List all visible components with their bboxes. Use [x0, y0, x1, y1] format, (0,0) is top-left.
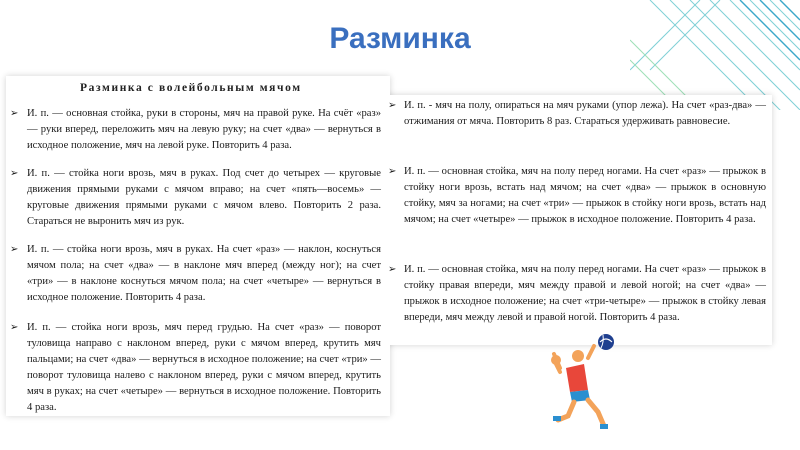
exercise-item: И. п. — основная стойка, руки в стороны, мяч на правой руке. На счёт «раз» — руки вперед, переложить мяч на левую руку; на счет «два» — вернуться в исходное положение, мяч на левой руке. Повторить 4 раза.: [27, 108, 381, 151]
slide-title: Разминка: [329, 22, 471, 55]
bullet-icon: ➢: [388, 264, 397, 275]
exercise-item: И. п. — основная стойка, мяч на полу перед ногами. На счет «раз» — прыжок в стойку правая впереди, мяч между правой и левой ногой; на счет «два» — прыжок в исходное положение; на счет «три-четыре» — прыжок в стойку левая впереди, мяч между левой и правой ногой. Повторить 4 раза.: [404, 264, 766, 323]
volleyball-player-icon: [548, 330, 628, 430]
exercise-item: И. п. — стойка ноги врозь, мяч в руках. Под счет до четырех — круговые движения прямыми руками с мячом вправо; на счет «пять—восемь» — круговые движения прямыми руками с мячом влево. Повторить 2 раза. Стараться не выронить мяч из рук.: [27, 168, 381, 227]
exercise-item: И. п. - мяч на полу, опираться на мяч руками (упор лежа). На счет «раз-два» — отжимания от мяча. Повторить 8 раз. Стараться удерживать равновесие.: [404, 100, 766, 127]
bullet-icon: ➢: [388, 100, 397, 111]
exercise-item: И. п. — стойка ноги врозь, мяч перед грудью. На счет «раз» — поворот туловища направо с наклоном вперед, руки с мячом вперед, крутить мяч пальцами; на счет «два» — вернуться в исходное положение; на счет «три» — поворот туловища налево с наклоном вперед, руки с мячом вперед, крутить мяч в руках; на счет «четыре» — вернуться в исходное положение. Повторить 4 раза.: [27, 322, 381, 413]
exercise-item: И. п. — основная стойка, мяч на полу перед ногами. На счет «раз» — прыжок в стойку ноги врозь, встать над мячом; на счет «два» — прыжок в основную стойку, мяч за ногами; на счет «три» — прыжок в стойку ноги врозь, встать над мячом; на счет «четыре» — прыжок в исходное положение. Повторить 4 раза.: [404, 166, 766, 225]
bullet-icon: ➢: [388, 166, 397, 177]
exercise-subtitle: Разминка с волейбольным мячом: [80, 82, 302, 94]
bullet-icon: ➢: [10, 168, 19, 179]
bullet-icon: ➢: [10, 108, 19, 119]
exercise-item: И. п. — стойка ноги врозь, мяч в руках. На счет «раз» — наклон, коснуться мячом пола; на счет «два» — в наклоне мяч вперед (между ног); на счет «три» — в наклоне коснуться мячом пола; на счет «четыре» — вернуться в исходное положение. Повторить 4 раза.: [27, 244, 381, 303]
bullet-icon: ➢: [10, 244, 19, 255]
bullet-icon: ➢: [10, 322, 19, 333]
